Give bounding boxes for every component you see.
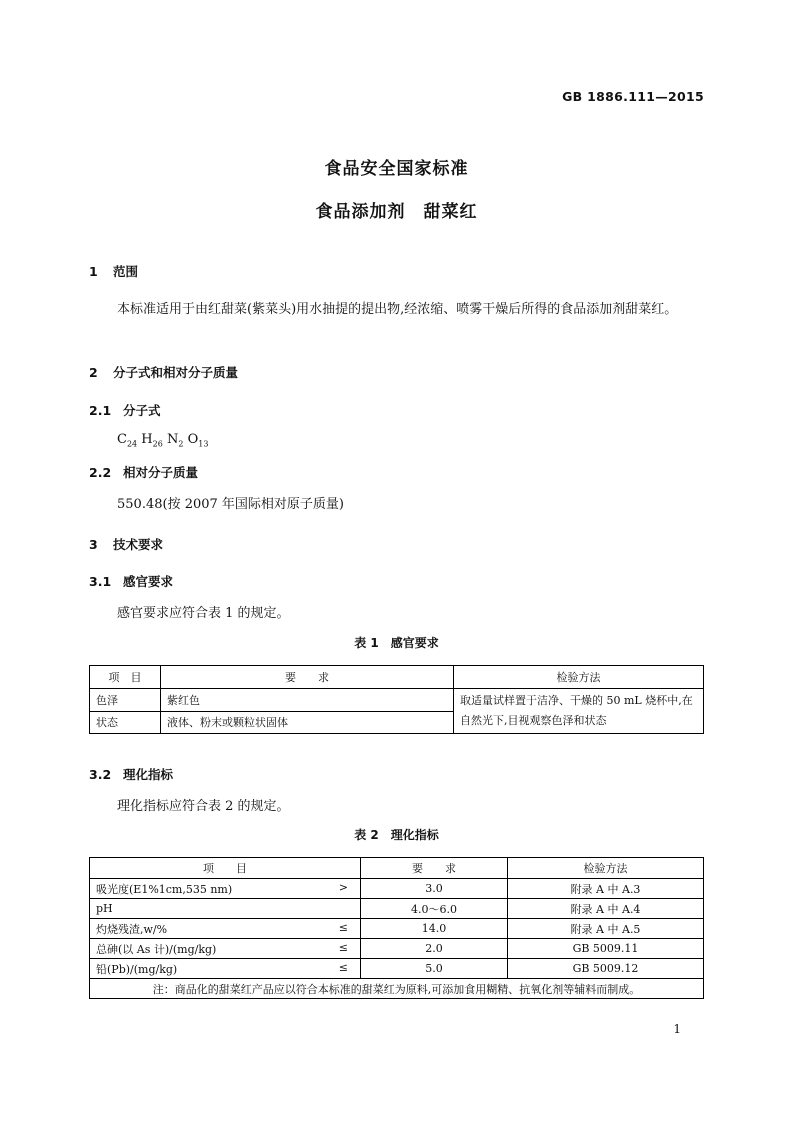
- table-cell: 3.0: [361, 879, 508, 899]
- section-1-heading: [89, 262, 138, 280]
- document-title: 食品安全国家标准: [324, 159, 469, 179]
- table-row: [90, 939, 704, 959]
- table-cell: 附录 A 中 A.5: [508, 919, 704, 939]
- table-cell: 色泽: [90, 689, 161, 712]
- section-title: 分子式和相对分子质量: [113, 365, 239, 380]
- molecular-mass: 550.48(按 2007 年国际相对原子质量): [117, 497, 344, 512]
- comparison-symbol: ≤: [338, 940, 348, 954]
- item-label: 灼烧残渣,w/%: [96, 922, 168, 936]
- table-cell: GB 5009.12: [508, 959, 704, 979]
- comparison-symbol: ≤: [338, 920, 348, 934]
- section-title: 技术要求: [113, 537, 164, 552]
- table-cell: 5.0: [361, 959, 508, 979]
- table-header: 要 求: [161, 666, 454, 689]
- table-row: [90, 689, 704, 712]
- table-header: 检验方法: [508, 858, 704, 879]
- formula-subscript: 13: [198, 439, 209, 449]
- section-2-heading: [89, 363, 238, 381]
- section-title: 理化指标: [123, 767, 174, 782]
- table-header: 项 目: [90, 666, 161, 689]
- table-cell: [90, 939, 361, 959]
- table-cell-method: 取适量试样置于洁净、干燥的 50 mL 烧杯中,在自然光下,目视观察色泽和状态: [454, 689, 704, 734]
- table-cell: 紫红色: [161, 689, 454, 712]
- item-label: 总砷(以 As 计)/(mg/kg): [96, 942, 217, 956]
- section-3-heading: [89, 535, 163, 553]
- table-cell: 附录 A 中 A.3: [508, 879, 704, 899]
- table-row: [90, 919, 704, 939]
- section-3-2-body: 理化指标应符合表 2 的规定。: [117, 799, 290, 814]
- table-1-caption: 表 1 感官要求: [354, 636, 439, 650]
- table-header: 项 目: [90, 858, 361, 879]
- item-label: pH: [96, 902, 113, 915]
- formula-element: O: [187, 432, 199, 447]
- table-row: [90, 879, 704, 899]
- comparison-symbol: >: [338, 880, 348, 894]
- table-cell: 状态: [90, 711, 161, 734]
- item-label: 铅(Pb)/(mg/kg): [96, 962, 178, 976]
- table-cell: GB 5009.11: [508, 939, 704, 959]
- table-cell: [90, 899, 361, 919]
- standard-code: GB 1886.111—2015: [562, 89, 704, 104]
- table-row: [90, 959, 704, 979]
- formula-element: N: [166, 432, 179, 447]
- table-cell: 4.0～6.0: [361, 899, 508, 919]
- section-1-body: 本标准适用于由红甜菜(紫菜头)用水抽提的提出物,经浓缩、喷雾干燥后所得的食品添加剂甜菜红。: [117, 302, 678, 317]
- molecular-formula: [117, 432, 208, 449]
- section-3-1-heading: [89, 572, 173, 590]
- table-2-caption: 表 2 理化指标: [354, 828, 439, 842]
- table-1: [89, 665, 704, 734]
- section-number: 3: [89, 537, 98, 552]
- comparison-symbol: ≤: [338, 960, 348, 974]
- table-note: 注：商品化的甜菜红产品应以符合本标准的甜菜红为原料,可添加食用糊精、抗氧化剂等辅料而制成。: [90, 979, 704, 999]
- table-cell: 14.0: [361, 919, 508, 939]
- section-title: 范围: [113, 264, 139, 279]
- section-title: 分子式: [123, 403, 161, 418]
- table-header: 要 求: [361, 858, 508, 879]
- formula-subscript: 26: [152, 439, 163, 449]
- formula-element: C: [117, 432, 127, 447]
- section-number: 1: [89, 264, 98, 279]
- section-title: 感官要求: [123, 574, 174, 589]
- table-2: [89, 857, 704, 999]
- section-number: 3.1: [89, 574, 112, 589]
- section-number: 2: [89, 365, 98, 380]
- section-2-2-heading: [89, 463, 198, 481]
- table-cell: [90, 959, 361, 979]
- table-cell: 附录 A 中 A.4: [508, 899, 704, 919]
- section-number: 3.2: [89, 767, 112, 782]
- table-header: 检验方法: [454, 666, 704, 689]
- section-number: 2.1: [89, 403, 112, 418]
- table-note-row: [90, 979, 704, 999]
- table-header-row: [90, 858, 704, 879]
- table-cell: [90, 919, 361, 939]
- table-cell: 2.0: [361, 939, 508, 959]
- formula-subscript: 24: [126, 439, 138, 449]
- formula-subscript: 2: [178, 439, 184, 449]
- section-number: 2.2: [89, 465, 112, 480]
- section-3-1-body: 感官要求应符合表 1 的规定。: [117, 606, 290, 621]
- page-number: 1: [673, 1022, 681, 1036]
- document-subtitle: 食品添加剂 甜菜红: [315, 202, 478, 222]
- table-row: [90, 899, 704, 919]
- formula-element: H: [141, 432, 153, 447]
- section-2-1-heading: [89, 401, 161, 419]
- table-cell: [90, 879, 361, 899]
- section-title: 相对分子质量: [123, 465, 199, 480]
- table-cell: 液体、粉末或颗粒状固体: [161, 711, 454, 734]
- table-header-row: [90, 666, 704, 689]
- item-label: 吸光度(E1%1cm,535 nm): [96, 882, 233, 896]
- section-3-2-heading: [89, 765, 173, 783]
